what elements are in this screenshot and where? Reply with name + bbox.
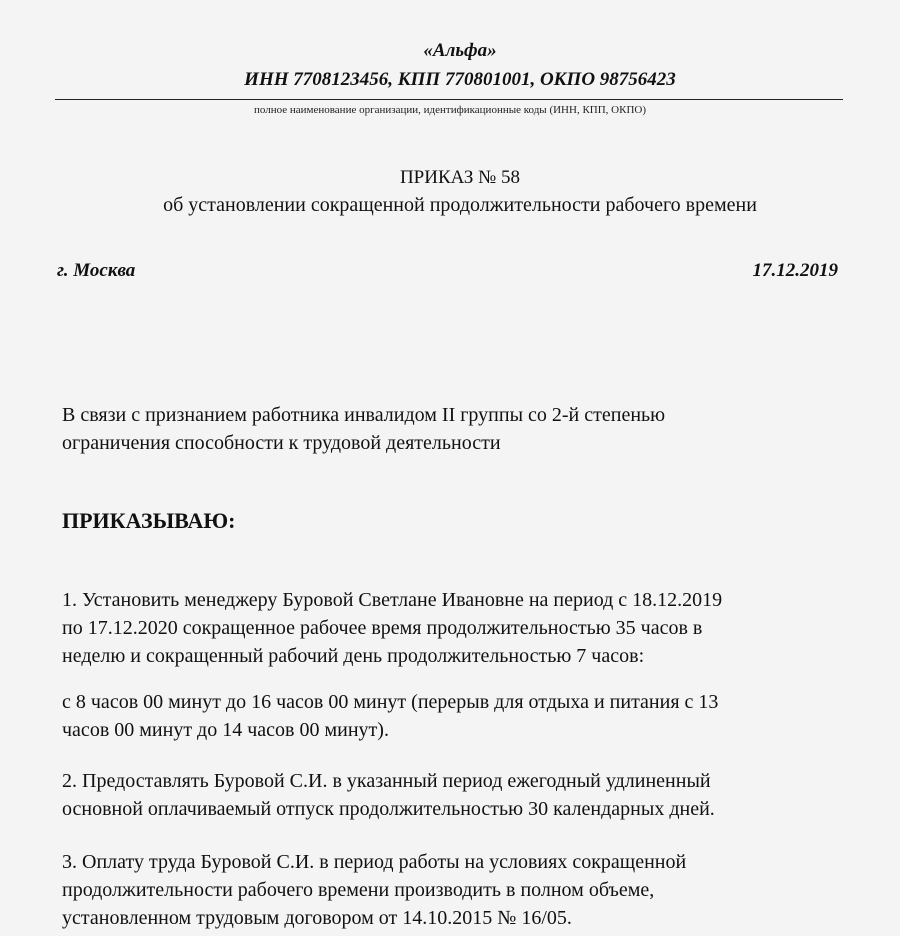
header-divider	[55, 99, 843, 100]
order-city: г. Москва	[57, 260, 136, 281]
item-2-line: основной оплачиваемый отпуск продолжительностью 30 календарных дней.	[62, 798, 715, 820]
schedule-line: с 8 часов 00 минут до 16 часов 00 минут (перерыв для отдыха и питания с 13	[62, 691, 719, 713]
order-subject: об установлении сокращенной продолжительности рабочего времени	[163, 194, 757, 216]
reason-paragraph	[62, 401, 665, 457]
reason-line: ограничения способности к трудовой деятельности	[62, 432, 501, 454]
item-1-line: 1. Установить менеджеру Буровой Светлане Ивановне на период с 18.12.2019	[62, 589, 723, 611]
order-title: ПРИКАЗ № 58	[399, 167, 521, 188]
schedule-line: часов 00 минут до 14 часов 00 минут).	[62, 719, 389, 741]
item-1-schedule-paragraph	[62, 688, 718, 744]
order-date: 17.12.2019	[752, 260, 838, 281]
item-3-paragraph	[62, 848, 686, 932]
item-3-line: продолжительности рабочего времени производить в полном объеме,	[62, 879, 655, 901]
item-1-line: неделю и сокращенный рабочий день продолжительностью 7 часов:	[62, 645, 645, 667]
reason-line: В связи с признанием работника инвалидом II группы со 2-й степенью	[62, 404, 666, 426]
item-3-line: 3. Оплату труда Буровой С.И. в период работы на условиях сокращенной	[62, 851, 687, 873]
order-directive: ПРИКАЗЫВАЮ:	[62, 508, 236, 533]
item-1-paragraph	[62, 586, 722, 670]
item-1-line: по 17.12.2020 сокращенное рабочее время продолжительностью 35 часов в	[62, 617, 703, 639]
header-caption: полное наименование организации, идентификационные коды (ИНН, КПП, ОКПО)	[253, 104, 646, 116]
item-2-line: 2. Предоставлять Буровой С.И. в указанный период ежегодный удлиненный	[62, 770, 711, 792]
item-2-paragraph	[62, 767, 715, 823]
organization-codes: ИНН 7708123456, КПП 770801001, ОКПО 98756423	[244, 69, 676, 90]
item-3-line: установленном трудовым договором от 14.10.2015 № 16/05.	[62, 907, 572, 929]
organization-name: «Альфа»	[423, 40, 497, 61]
